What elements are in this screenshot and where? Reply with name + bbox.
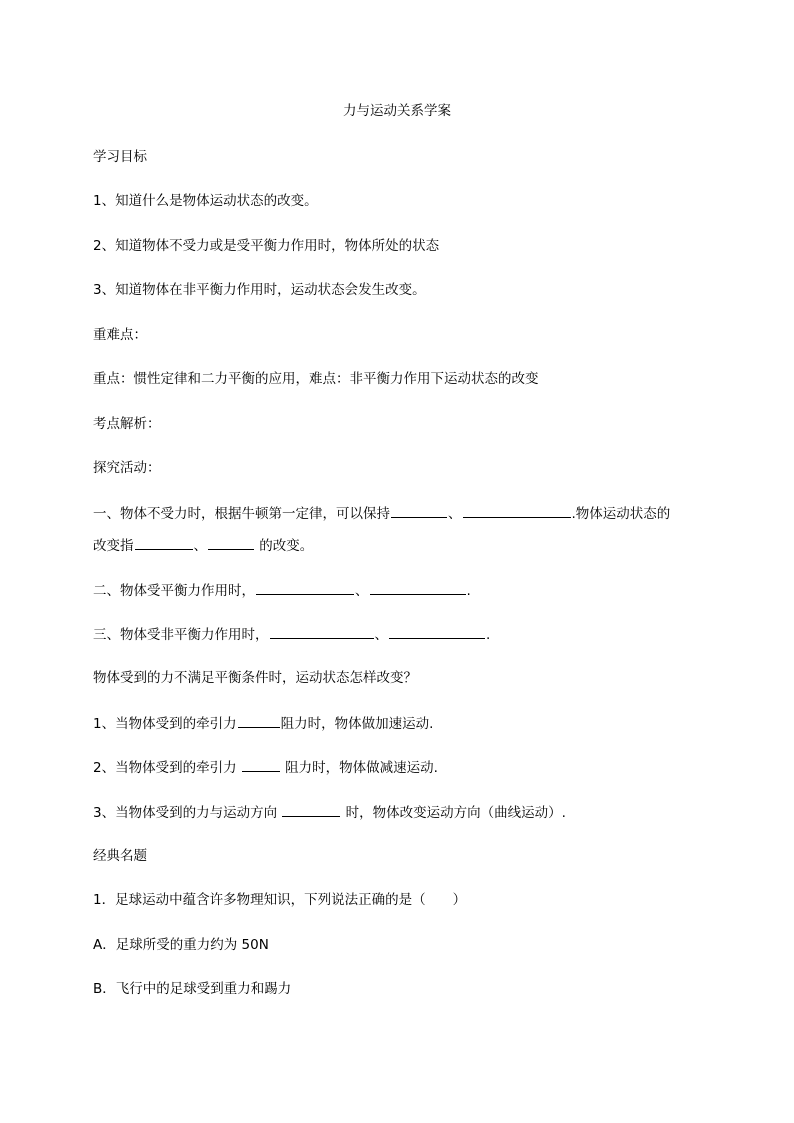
classic-heading: 经典名题 bbox=[93, 848, 147, 864]
question-3-text-b: 时，物体改变运动方向（曲线运动）. bbox=[341, 805, 566, 821]
question-item-3 bbox=[93, 802, 713, 823]
goal-item-2: 2、知道物体不受力或是受平衡力作用时，物体所处的状态 bbox=[93, 238, 440, 254]
activity-one-text-b: .物体运动状态的 bbox=[571, 506, 671, 522]
activity-two bbox=[93, 580, 713, 601]
fill-blank[interactable] bbox=[370, 580, 466, 595]
activity-one-text-c: 改变指 bbox=[93, 538, 134, 554]
activity-three bbox=[93, 624, 713, 645]
activity-heading: 探究活动： bbox=[93, 460, 161, 476]
fill-blank[interactable] bbox=[256, 580, 354, 595]
activity-one-text-a: 一、物体不受力时，根据牛顿第一定律，可以保持 bbox=[93, 506, 390, 522]
goal-item-3: 3、知道物体在非平衡力作用时，运动状态会发生改变。 bbox=[93, 282, 426, 298]
fill-blank[interactable] bbox=[242, 757, 280, 772]
fill-blank[interactable] bbox=[463, 503, 571, 518]
question-item-1 bbox=[93, 713, 713, 734]
question-text: 物体受到的力不满足平衡条件时，运动状态怎样改变？ bbox=[93, 670, 417, 686]
analysis-heading: 考点解析： bbox=[93, 416, 161, 432]
key-points-text: 重点：惯性定律和二力平衡的应用，难点：非平衡力作用下运动状态的改变 bbox=[93, 371, 539, 387]
question-item-2 bbox=[93, 757, 713, 778]
fill-blank[interactable] bbox=[238, 713, 280, 728]
fill-blank[interactable] bbox=[389, 624, 485, 639]
separator: 、 bbox=[448, 506, 462, 522]
period: . bbox=[466, 583, 471, 599]
fill-blank[interactable] bbox=[391, 503, 447, 518]
activity-two-text: 二、物体受平衡力作用时， bbox=[93, 583, 255, 599]
goals-heading: 学习目标 bbox=[93, 149, 147, 165]
period: . bbox=[486, 627, 491, 643]
question-2-text-b: 阻力时，物体做减速运动. bbox=[280, 760, 438, 776]
question-1-text-b: 阻力时，物体做加速运动. bbox=[280, 716, 434, 732]
fill-blank[interactable] bbox=[135, 535, 193, 550]
document-title: 力与运动关系学案 bbox=[343, 103, 451, 119]
question-3-text-a: 3、当物体受到的力与运动方向 bbox=[93, 805, 282, 821]
fill-blank[interactable] bbox=[282, 802, 340, 817]
fill-blank[interactable] bbox=[208, 535, 254, 550]
question-2-text-a: 2、当物体受到的牵引力 bbox=[93, 760, 241, 776]
separator: 、 bbox=[374, 627, 388, 643]
activity-one-text-d: 的改变。 bbox=[255, 538, 314, 554]
option-a: A．足球所受的重力约为 50N bbox=[93, 937, 269, 953]
option-b: B．飞行中的足球受到重力和踢力 bbox=[93, 981, 292, 997]
separator: 、 bbox=[193, 538, 207, 554]
activity-three-text: 三、物体受非平衡力作用时， bbox=[93, 627, 269, 643]
separator: 、 bbox=[355, 583, 369, 599]
activity-one-line2 bbox=[93, 535, 713, 556]
fill-blank[interactable] bbox=[270, 624, 374, 639]
key-points-heading: 重难点： bbox=[93, 327, 147, 343]
classic-question-1: 1．足球运动中蕴含许多物理知识，下列说法正确的是（ ） bbox=[93, 892, 467, 908]
question-1-text-a: 1、当物体受到的牵引力 bbox=[93, 716, 237, 732]
activity-one-line1 bbox=[93, 503, 713, 524]
goal-item-1: 1、知道什么是物体运动状态的改变。 bbox=[93, 193, 318, 209]
